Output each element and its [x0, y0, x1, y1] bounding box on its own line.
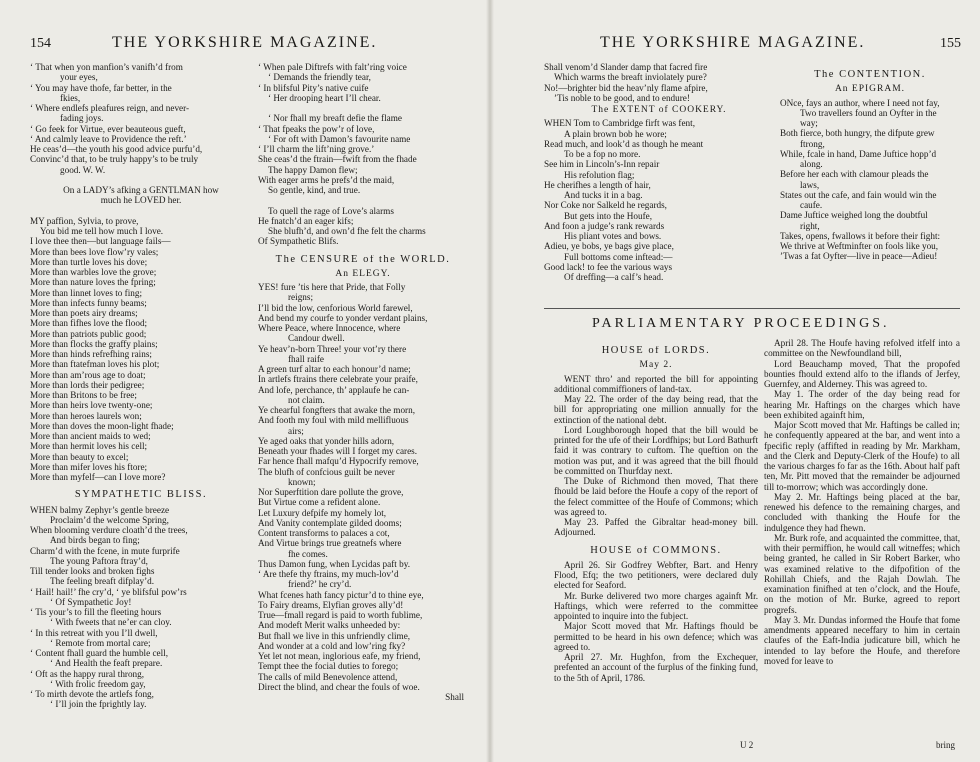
text-line: To be a fop no more. [564, 149, 641, 159]
section-title: HOUSE of LORDS. [601, 346, 711, 356]
text-line: With eager arms he prefs’d the maid, [258, 174, 395, 185]
text-line: ‘ Her drooping heart I’ll chear. [268, 92, 381, 103]
text-line: fhe comes. [288, 548, 328, 559]
text-line: your eyes, [60, 72, 98, 83]
text-line: ‘ And calmly leave to Providence the reft.’ [30, 133, 187, 144]
text-line: ‘ In blifsful Pity’s native cuife [258, 82, 369, 93]
text-line: ‘ Tis your’s to fill the fleeting hours [30, 607, 162, 617]
text-line: Proclaim’d the welcome Spring, [50, 514, 169, 525]
text-line: More than hermit loves his cell; [30, 441, 148, 452]
text-line: ‘ For oft with Damon’s favourite name [268, 133, 411, 144]
left-column-1 [30, 62, 252, 710]
text-line: Good lack! to fee the various ways [544, 261, 673, 272]
text-line: Beneath your fhades will I forget my cares. [258, 446, 418, 456]
paragraph: Lord Beauchamp moved, That the propofed bounties fhould extend alfo to the iflands of Jerfey, Guernfey, and Alderney. This was agreed to. [764, 358, 960, 389]
section-title: HOUSE of COMMONS. [590, 545, 722, 556]
text-line: His refolution flag; [564, 169, 635, 180]
text-line: The young Paftora ftray’d, [50, 555, 148, 566]
paragraph: Lord Loughborough hoped that the bill would be printed for the ufe of their Lordfhips; but Lord Bathurft faid it was contrary to cuftom. The queftion on the motion was put, and it was agreed that the bill fhould be committed on Thurfday next. [554, 424, 758, 476]
text-line: ‘ Demands the friendly tear, [268, 72, 371, 83]
text-line: But fhall we live in this unfriendly clime, [258, 630, 411, 641]
right-page [492, 0, 980, 762]
text-line: And wonder at a cold and low’ring fky? [258, 640, 406, 651]
text-line: friend?’ he cry’d. [288, 579, 352, 590]
running-head: THE YORKSHIRE MAGAZINE. [600, 34, 866, 51]
text-line: While, fcale in hand, Dame Juftice hopp’d [780, 148, 937, 159]
text-line [258, 103, 468, 113]
text-line: More than patriots public good; [30, 328, 147, 339]
text-line: More than ftatefman loves his plot; [30, 359, 160, 370]
text-line: The calls of mild Benevolence attend, [258, 671, 398, 682]
text-line: Ye chearful fongfters that awake the morn, [258, 405, 415, 415]
text-line [258, 195, 468, 205]
catchword: bring [936, 740, 955, 750]
text-line: Nor Coke nor Salkeld he regards, [544, 200, 667, 211]
text-line: laws, [800, 179, 820, 190]
paragraph: May 1. The order of the day being read for hearing Mr. Haftings on the charges which have been exhibited againft him, [764, 389, 960, 420]
text-line: Ye heav’n-born Three! your vot’ry there [258, 343, 407, 354]
page-number: 155 [940, 36, 961, 51]
text-line: Ye aged oaks that yonder hills adorn, [258, 435, 395, 446]
text-line: fkies, [60, 92, 81, 103]
paragraph: May 23. Paffed the Gibraltar head-money bill. Adjourned. [554, 517, 758, 538]
text-line: He fnatch’d an eager kifs; [258, 215, 354, 226]
text-line: ‘ That fpeaks the pow’r of love, [258, 123, 375, 134]
text-line: ‘ I’ll charm the lift’ning grove.’ [258, 144, 375, 154]
text-line: ‘ Content fhall guard the humble cell, [30, 648, 169, 658]
text-line: Let Luxury defpife my homely lot, [258, 507, 387, 518]
text-line: I’ll bid the low, cenforious World farewel, [258, 302, 413, 313]
text-line: More than mifer loves his ftore; [30, 461, 148, 472]
text-line: Of Sympathetic Blifs. [258, 236, 339, 247]
text-line: Read much, and look’d as though he meant [544, 138, 704, 149]
text-line: Till tender looks and broken fighs [30, 566, 155, 576]
right-column-2 [780, 62, 960, 262]
text-line: ’Tis noble to be good, and to endure! [554, 92, 690, 103]
proceedings-column-1 [554, 338, 758, 683]
text-line: Adieu, ye bobs, ye bags give place, [544, 241, 674, 252]
text-line: More than Britons to be free; [30, 390, 137, 400]
text-line: Which warms the breaft inviolately pure? [554, 72, 707, 83]
text-line: Thus Damon fung, when Lycidas paft by. [258, 558, 410, 569]
text-line: True—fmall regard is paid to worth fublime, [258, 610, 423, 620]
poem-subtitle: An ELEGY. [335, 268, 391, 279]
poem-title: The CENSURE of the WORLD. [275, 254, 451, 265]
text-line: YES! fure ’tis here that Pride, that Folly [258, 282, 406, 292]
text-line: Where Peace, where Innocence, where [258, 323, 401, 333]
text-line: But gets into the Houfe, [564, 210, 653, 221]
poem-title: The CONTENTION. [814, 70, 926, 80]
text-line: The feeling breaft difplay’d. [50, 576, 155, 587]
poem-subtitle: An EPIGRAM. [834, 84, 906, 95]
text-line: fading joys. [60, 113, 104, 124]
text-line: And lofe, perchance, th’ applaufe he can- [258, 384, 410, 395]
text-line: More than infects funny beams; [30, 297, 147, 308]
text-line: More than beauty to excel; [30, 451, 129, 462]
page-number: 154 [30, 36, 51, 51]
text-line: ‘ Nor fhall my breaft defie the flame [268, 113, 402, 124]
text-line: not claim. [288, 394, 325, 405]
text-line: You bid me tell how much I love. [40, 226, 164, 236]
text-line: More than linnet loves to fing; [30, 287, 143, 298]
section-date: May 2. [639, 360, 673, 371]
signature-mark: U 2 [740, 740, 754, 750]
text-line: More than am’rous age to doat; [30, 369, 146, 380]
text-line: MY paffion, Sylvia, to prove, [30, 215, 139, 226]
text-line: airs; [288, 425, 304, 436]
text-line [30, 175, 252, 185]
paragraph: WENT thro’ and reported the bill for appointing additional commiffioners of land-tax. [554, 373, 758, 394]
paragraph: The Duke of Richmond then moved, That there fhould be laid before the Houfe a copy of the report of the felect committee of the Houfe of Commons; which was agreed to. [554, 476, 758, 517]
text-line: ‘ Hail! hail!’ fhe cry’d, ‘ ye blifsful pow’rs [30, 586, 187, 597]
text-line: His pliant votes and bows. [564, 231, 662, 241]
text-line: reigns; [288, 292, 314, 303]
text-line: ‘ You may have thofe, far better, in the [30, 82, 172, 93]
text-line: We thrive at Weftminfter on fools like you, [780, 241, 939, 251]
text-line: Candour dwell. [288, 333, 345, 344]
text-line: ‘ Go feek for Virtue, ever beauteous gueft, [30, 123, 186, 134]
text-line: way; [800, 118, 818, 128]
text-line: ‘ With fweets that ne’er can cloy. [50, 617, 172, 628]
text-line: She blufh’d, and own’d fhe felt the charms [268, 226, 426, 236]
text-line: More than nature loves the fpring; [30, 277, 156, 288]
text-line: And foon a judge’s rank rewards [544, 220, 665, 231]
text-line: ‘ Are thefe thy ftrains, my much-lov’d [258, 569, 399, 579]
text-line: In artlefs ftrains there celebrate your praife, [258, 374, 418, 385]
text-line: A green turf altar to each honour’d name; [258, 364, 411, 374]
text-line: And bend my courfe to yonder verdant plains, [258, 312, 428, 323]
poem-title: The EXTENT of COOKERY. [591, 105, 727, 115]
text-line: Tempt thee the focial duties to forego; [258, 661, 399, 672]
text-line: ftrong, [800, 138, 825, 149]
text-line: Charm’d with the fcene, in mute furprife [30, 545, 180, 556]
text-line: No!—brighter bid the heav’nly flame afpire, [544, 82, 708, 93]
paragraph: May 2. Mr. Haftings being placed at the bar, renewed his defence to the remaining charges, and concluded with thanking the Houfe for the indulgence they had fhewn. [764, 491, 960, 533]
text-line: ‘ I’ll join the fprightly lay. [50, 699, 147, 710]
text-line: More than flocks the graffy plains; [30, 338, 158, 349]
text-line: much he LOVED her. [100, 195, 182, 206]
text-line: WHEN Tom to Cambridge firft was fent, [544, 118, 696, 129]
text-line: Both fierce, both hungry, the difpute grew [780, 128, 935, 139]
text-line: On a LADY’s afking a GENTLMAN how [63, 185, 219, 195]
text-line: To Fairy dreams, Elyfian groves ally’d! [258, 599, 404, 610]
text-line: And Virtue brings true greatnefs where [258, 538, 402, 549]
text-line: More than myfelf—can I love more? [30, 472, 166, 482]
text-line: Before her each with clamour pleads the [780, 169, 929, 180]
text-line: He cherifhes a length of hair, [544, 179, 651, 190]
text-line: ‘ In this retreat with you I’ll dwell, [30, 627, 158, 638]
text-line: More than bees love flow’ry vales; [30, 246, 159, 257]
text-line: More than warbles love the grove; [30, 267, 157, 277]
text-line: The happy Damon flew; [268, 164, 358, 175]
text-line: More than lords their pedigree; [30, 379, 145, 390]
text-line: Shall [445, 692, 464, 702]
text-line: When blooming verdure cloath’d the trees, [30, 525, 188, 535]
text-line: ‘ Where endlefs pleafures reign, and never- [30, 103, 190, 113]
text-line: And birds began to fing; [50, 535, 140, 546]
text-line: And tucks it in a bag. [564, 190, 643, 200]
text-line: He ceas’d—the youth his good advice purfu’d, [30, 144, 203, 154]
text-line: To quell the rage of Love’s alarms [268, 205, 394, 216]
parliament-heading: PARLIAMENTARY PROCEEDINGS. [592, 316, 890, 331]
poem-title: SYMPATHETIC BLISS. [74, 490, 208, 501]
text-line: More than heirs love twenty-one; [30, 400, 153, 411]
running-head: THE YORKSHIRE MAGAZINE. [112, 34, 378, 51]
text-line: Takes, opens, fwallows it before their fight: [780, 230, 941, 241]
text-line: ‘ Oft as the happy rural throng, [30, 668, 145, 679]
text-line: More than ancient maids to wed; [30, 431, 151, 441]
text-line [30, 206, 252, 216]
paragraph: April 26. Sir Godfrey Webfter, Bart. and Henry Flood, Efq; the two petitioners, were declared duly elected for Seaford. [554, 559, 758, 591]
section-rule [544, 308, 960, 309]
paragraph: Mr. Burk rofe, and acquainted the committee, that, with their permiffion, he would call witneffes; which being granted, he called in Sir Robert Barker, who was examined relative to the difpofition of the Rohillah Chiefs, and the Rajah Dowlah. The examination finifhed at ten o’clock, and the Houfe, on the motion of Mr. Burke, agreed to report progrefs. [764, 532, 960, 615]
text-line: caufe. [800, 200, 823, 210]
text-line: ‘ With frolic freedom gay, [50, 678, 146, 689]
paragraph: Major Scott moved that Mr. Haftings be called in; he confequently appeared at the bar, and went into a fpecific reply (affifted in reading by Mr. Markham, and the Clerk and Deputy-Clerk of the Houfe) to all the various charges fo far as the 16th. About half paft ten, Mr. Pitt moved that the remainder be adjourned till to-morrow; which was accordingly done. [764, 420, 960, 492]
text-line: And modeft Merit walks unheeded by: [258, 620, 401, 631]
text-line: fhall raife [288, 353, 324, 364]
text-line: ‘ Remote from mortal care; [50, 637, 151, 648]
text-line: WHEN balmy Zephyr’s gentle breeze [30, 504, 170, 515]
text-line: Nor Superftition dare pollute the grove, [258, 487, 404, 497]
text-line: Far hence fhall mafqu’d Hypocrify remove, [258, 456, 419, 467]
text-line: I love thee then—but language fails— [30, 236, 171, 247]
text-line: Shall venom’d Slander damp that facred fire [544, 62, 708, 72]
paragraph: April 28. The Houfe having refolved itfelf into a committee on the Newfoundland bill, [764, 338, 960, 359]
text-line: Convinc’d that, to be truly happy’s to be truly [30, 154, 199, 165]
text-line: She ceas’d the ftrain—fwift from the fhade [258, 154, 417, 165]
paragraph: May 3. Mr. Dundas informed the Houfe that fome amendments appeared neceffary to him in certain claufes of the Eaft-India judicature bill, which he intended to lay before the Houfe, and therefore moved for leave to [764, 614, 960, 666]
text-line: See him in Lincoln’s-Inn repair [544, 159, 660, 170]
text-line: Two travellers found an Oyfter in the [800, 107, 937, 118]
paragraph: April 27. Mr. Hughfon, from the Exchequer, prefented an account of the furplus of the finking fund, to the 5th of April, 1786. [554, 652, 758, 683]
text-line: ‘ And Health the feaft prepare. [50, 658, 163, 669]
text-line: So gentle, kind, and true. [268, 185, 361, 195]
text-line: More than fifhes love the flood; [30, 318, 148, 329]
text-line: ’Twas a fat Oyfter—live in peace—Adieu! [780, 251, 938, 262]
text-line: More than hinds refrefhing rains; [30, 349, 152, 359]
text-line: And footh my foul with mild mellifluous [258, 415, 409, 426]
text-line: A plain brown bob he wore; [564, 128, 667, 139]
text-line: ‘ Of Sympathetic Joy! [50, 596, 132, 607]
text-line: ‘ When pale Diftrefs with falt’ring voice [258, 62, 407, 72]
text-line: States out the cafe, and fain would win the [780, 189, 937, 200]
text-line: Dame Juftice weighed long the doubtful [780, 210, 928, 221]
proceedings-column-2 [764, 338, 960, 666]
text-line: Content transforms to palaces a cot, [258, 528, 390, 538]
text-line: Of dreffing—a calf’s head. [564, 272, 664, 282]
text-line: More than heroes laurels won; [30, 410, 142, 421]
right-column-1 [544, 62, 774, 282]
text-line: ‘ That when yon manfion’s vanifh’d from [30, 62, 183, 72]
text-line: Full bottoms come inftead:— [564, 251, 673, 262]
text-line: along. [800, 159, 823, 169]
text-line: Direct the blind, and chear the fouls of woe. [258, 681, 420, 692]
text-line: What fcenes hath fancy pictur’d to thine eye, [258, 589, 424, 600]
text-line: More than turtle loves his dove; [30, 256, 148, 267]
left-column-2 [258, 62, 468, 702]
text-line: Yet let not mean, inglorious eafe, my friend, [258, 651, 421, 661]
paragraph: Major Scott moved that Mr. Haftings fhould be permitted to be heard in his own defence; which was agreed to. [554, 621, 758, 652]
text-line: The blufh of confcious guilt be never [258, 466, 395, 477]
text-line: But Virtue come a refident alone. [258, 497, 381, 508]
text-line: right, [800, 220, 820, 231]
text-line: ‘ To mirth devote the artlefs fong, [30, 689, 154, 699]
text-line: More than doves the moon-light fhade; [30, 420, 174, 431]
paragraph: Mr. Burke delivered two more charges againft Mr. Haftings, which were referred to the committee appointed to inquire into the fubject. [554, 590, 758, 621]
text-line: More than poets airy dreams; [30, 308, 138, 318]
text-line: ONce, fays an author, where I need not fay, [780, 97, 940, 108]
text-line: good. W. W. [60, 164, 106, 175]
text-line: known; [288, 476, 316, 487]
paragraph: May 22. The order of the day being read, that the bill for appropriating one million annually for the extinction of the national debt. [554, 394, 758, 425]
text-line: And Vanity contemplate gilded dooms; [258, 517, 402, 528]
left-page [0, 0, 488, 762]
